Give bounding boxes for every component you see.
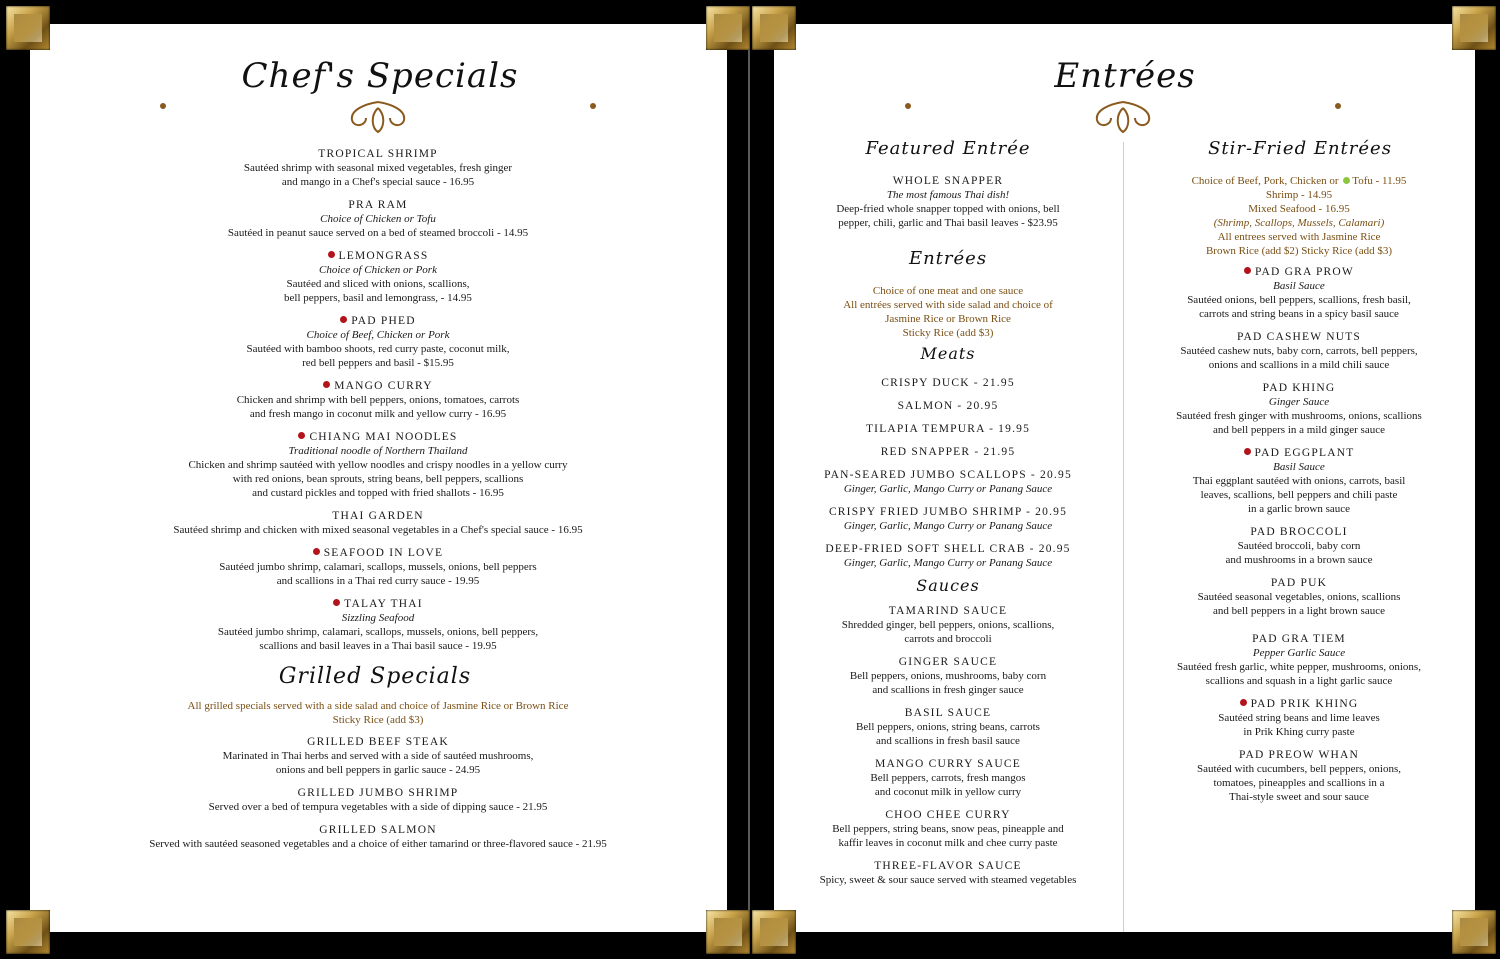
item-sub: The most famous Thai dish! [886,189,1010,201]
menu-item [120,786,636,814]
item-desc: and mango in a Chef's special sauce - 16.95 [281,176,475,188]
section-note: Brown Rice (add $2) Sticky Rice (add $3) [1205,245,1393,257]
item-sub: Basil Sauce [1273,461,1325,473]
item-name: PAD PREOW WHAN [1238,749,1360,761]
menu-item [800,505,1096,533]
item-name: SEAFOOD IN LOVE [323,547,444,559]
menu-item [120,597,636,653]
menu-item [1140,265,1458,321]
menu-item [120,147,636,189]
item-desc: and mushrooms in a brown sauce [1225,554,1373,566]
gold-corner-icon [752,910,796,954]
vegetarian-dot-icon [323,381,330,388]
section-title: Meats [920,344,976,363]
item-name: GRILLED SALMON [319,824,437,836]
menu-item [1140,381,1458,437]
item-desc: Thai-style sweet and sour sauce [1229,791,1369,803]
gold-corner-icon [6,6,50,50]
item-desc: bell peppers, basil and lemongrass, - 14.95 [284,292,472,304]
item-name: PRA RAM [348,199,408,211]
menu-item [1140,446,1458,516]
meats-list [800,376,1096,579]
item-desc: Spicy, sweet & sour sauce served with steamed vegetables [819,874,1077,886]
item-name: CRISPY FRIED JUMBO SHRIMP - 20.95 [828,506,1068,518]
menu-item [800,422,1096,436]
gold-corner-icon [6,910,50,954]
ornament-divider-icon [160,96,596,140]
vegetarian-dot-icon [333,599,340,606]
item-desc: onions and bell peppers in garlic sauce - 24.95 [275,764,481,776]
item-desc: Sautéed cashew nuts, baby corn, carrots, bell peppers, [1180,345,1418,357]
item-desc: Sautéed onions, bell peppers, scallions, fresh basil, [1187,294,1411,306]
stirfried-notes [1140,174,1458,258]
item-name: SALMON - 20.95 [897,400,999,412]
item-desc: leaves, scallions, bell peppers and chili paste [1200,489,1398,501]
item-name: TILAPIA TEMPURA - 19.95 [865,423,1031,435]
item-desc: Sautéed seasonal vegetables, onions, scallions [1197,591,1401,603]
item-desc: Served over a bed of tempura vegetables with a side of dipping sauce - 21.95 [208,801,548,813]
item-sub: Choice of Beef, Chicken or Pork [306,329,450,341]
item-desc: and scallions in a Thai red curry sauce - 19.95 [276,575,480,587]
item-sub: Ginger, Garlic, Mango Curry or Panang Sauce [843,557,1053,569]
item-name: CRISPY DUCK - 21.95 [881,377,1015,389]
featured-entree [800,174,1096,230]
item-desc: kaffir leaves in coconut milk and chee curry paste [838,837,1058,849]
gold-corner-icon [1452,6,1496,50]
item-desc: and scallions in fresh ginger sauce [872,684,1024,696]
item-desc: Sautéed shrimp and chicken with mixed seasonal vegetables in a Chef's special sauce - 16.95 [173,524,583,536]
item-name: THAI GARDEN [332,510,424,522]
tofu-dot-icon [1343,177,1350,184]
item-name: CHOO CHEE CURRY [885,809,1011,821]
item-name: PAD BROCCOLI [1250,526,1348,538]
section-note: All grilled specials served with a side salad and choice of Jasmine Rice or Brown Rice [187,700,569,712]
item-desc: Sautéed string beans and lime leaves [1218,712,1380,724]
page-title: Chef's Specials [241,56,519,96]
section-note: All entrées served with side salad and choice of [843,299,1053,311]
menu-item [120,198,636,240]
gold-corner-icon [1452,910,1496,954]
item-desc: Sautéed with cucumbers, bell peppers, onions, [1196,763,1402,775]
section-note: Sticky Rice (add $3) [332,714,424,726]
item-name: PAD GRA PROW [1255,266,1354,278]
item-desc: and bell peppers in a light brown sauce [1213,605,1385,617]
item-name: GRILLED JUMBO SHRIMP [297,787,459,799]
item-desc: Sautéed and sliced with onions, scallions, [286,278,470,290]
menu-item [1140,330,1458,372]
menu-item [120,735,636,777]
item-desc: with red onions, bean sprouts, string beans, bell peppers, scallions [232,473,524,485]
menu-item [800,808,1096,850]
section-note: Choice of Beef, Pork, Chicken or [1191,175,1339,187]
item-name: DEEP-FRIED SOFT SHELL CRAB - 20.95 [825,543,1071,555]
item-name: PAD CASHEW NUTS [1236,331,1362,343]
menu-item [1140,632,1458,688]
section-note: Tofu - 11.95 [1352,175,1407,187]
item-name: PAD EGGPLANT [1254,447,1355,459]
item-desc: and bell peppers in a mild ginger sauce [1213,424,1385,436]
gold-corner-icon [706,910,750,954]
item-desc: Sautéed fresh ginger with mushrooms, onions, scallions [1176,410,1422,422]
item-name: MANGO CURRY [334,380,433,392]
item-desc: carrots and broccoli [904,633,992,645]
menu-spine [727,0,774,959]
item-name: GRILLED BEEF STEAK [307,736,449,748]
item-desc: Sautéed with bamboo shoots, red curry paste, coconut milk, [246,343,510,355]
menu-item [1140,576,1458,618]
item-desc: Served with sautéed seasoned vegetables and a choice of either tamarind or three-flavored sauce - 21.95 [149,838,607,850]
item-desc: Bell peppers, onions, string beans, carrots [856,721,1040,733]
item-desc: Sautéed broccoli, baby corn [1237,540,1361,552]
item-name: CHIANG MAI NOODLES [309,431,458,443]
item-desc: Sautéed jumbo shrimp, calamari, scallops, mussels, onions, bell peppers, [217,626,539,638]
item-desc: Sautéed shrimp with seasonal mixed vegetables, fresh ginger [243,162,513,174]
gold-corner-icon [706,6,750,50]
menu-item [120,509,636,537]
item-desc: Thai eggplant sautéed with onions, carrots, basil [1192,475,1406,487]
vegetarian-dot-icon [340,316,347,323]
vegetarian-dot-icon [298,432,305,439]
item-name: WHOLE SNAPPER [892,175,1004,187]
menu-item [120,249,636,305]
item-desc: and custard pickles and topped with fried shallots - 16.95 [252,487,504,499]
item-name: TROPICAL SHRIMP [318,148,438,160]
section-title: Grilled Specials [278,664,472,689]
item-desc: in a garlic brown sauce [1247,503,1350,515]
item-sub: Basil Sauce [1273,280,1325,292]
section-note: Shrimp - 14.95 [1265,189,1333,201]
item-name: PAD PUK [1270,577,1328,589]
ornament-divider-icon [905,96,1341,140]
item-sub: Pepper Garlic Sauce [1252,647,1346,659]
item-desc: Chicken and shrimp with bell peppers, onions, tomatoes, carrots [236,394,520,406]
menu-item [800,757,1096,799]
menu-item [1140,748,1458,804]
item-sub: Choice of Chicken or Tofu [320,213,436,225]
item-name: MANGO CURRY SAUCE [875,758,1021,770]
column-divider [1123,142,1124,932]
section-note: (Shrimp, Scallops, Mussels, Calamari) [1213,217,1385,229]
item-name: PAD PRIK KHING [1250,698,1359,710]
item-desc: Marinated in Thai herbs and served with a side of sautéed mushrooms, [222,750,534,762]
menu-item [120,314,636,370]
item-sub: Sizzling Seafood [341,612,415,624]
item-desc: carrots and string beans in a spicy basil sauce [1199,308,1399,320]
menu-item [800,604,1096,646]
section-note: Mixed Seafood - 16.95 [1248,203,1350,215]
item-desc: and coconut milk in yellow curry [874,786,1022,798]
section-title: Stir-Fried Entrées [1208,138,1392,159]
menu-item [800,445,1096,459]
section-title: Entrées [908,248,988,269]
menu-item [1140,697,1458,739]
item-desc: scallions and squash in a light garlic sauce [1205,675,1393,687]
item-desc: Sautéed jumbo shrimp, calamari, scallops, mussels, onions, bell peppers [219,561,537,573]
menu-item [120,379,636,421]
grilled-specials-list [120,699,636,860]
item-name: PAD PHED [351,315,416,327]
vegetarian-dot-icon [1240,699,1247,706]
menu-item [800,376,1096,390]
item-desc: Deep-fried whole snapper topped with onions, bell [836,203,1060,215]
chefs-specials-list [120,147,636,662]
menu-item [120,546,636,588]
item-desc: and fresh mango in coconut milk and yellow curry - 16.95 [249,408,507,420]
page-title: Entrées [1054,56,1196,96]
gold-corner-icon [752,6,796,50]
menu-item [1140,525,1458,567]
item-desc: in Prik Khing curry paste [1243,726,1355,738]
item-desc: Chicken and shrimp sautéed with yellow noodles and crispy noodles in a yellow curry [188,459,568,471]
vegetarian-dot-icon [1244,267,1251,274]
menu-item [800,859,1096,887]
item-name: THREE-FLAVOR SAUCE [874,860,1022,872]
menu-item [800,706,1096,748]
menu-item [800,468,1096,496]
item-desc: Bell peppers, string beans, snow peas, pineapple and [832,823,1064,835]
menu-item [800,655,1096,697]
item-name: TALAY THAI [344,598,423,610]
section-note: Choice of one meat and one sauce [872,285,1024,297]
item-name: PAN-SEARED JUMBO SCALLOPS - 20.95 [824,469,1072,481]
vegetarian-dot-icon [1244,448,1251,455]
menu-item [800,542,1096,570]
section-title: Sauces [916,576,980,595]
item-name: PAD GRA TIEM [1252,633,1346,645]
spine-divider [748,24,750,932]
item-name: RED SNAPPER - 21.95 [880,446,1016,458]
vegetarian-dot-icon [328,251,335,258]
item-sub: Choice of Chicken or Pork [319,264,437,276]
section-note: Jasmine Rice or Brown Rice [885,313,1011,325]
section-note: Sticky Rice (add $3) [902,327,994,339]
item-name: BASIL SAUCE [904,707,992,719]
entrees-notes [800,284,1096,340]
item-sub: Ginger Sauce [1268,396,1330,408]
item-name: TAMARIND SAUCE [888,605,1008,617]
sauces-list [800,604,1096,896]
item-desc: Shredded ginger, bell peppers, onions, scallions, [841,619,1055,631]
item-desc: Sautéed fresh garlic, white pepper, mushrooms, onions, [1177,661,1421,673]
item-desc: onions and scallions in a mild chili sauce [1208,359,1390,371]
item-sub: Ginger, Garlic, Mango Curry or Panang Sauce [843,483,1053,495]
item-desc: pepper, chili, garlic and Thai basil leaves - $23.95 [838,217,1058,229]
stirfried-list [1140,265,1458,813]
section-note: All entrees served with Jasmine Rice [1217,231,1381,243]
item-desc: scallions and basil leaves in a Thai basil sauce - 19.95 [259,640,497,652]
menu-item [120,430,636,500]
item-name: GINGER SAUCE [898,656,998,668]
item-sub: Traditional noodle of Northern Thailand [288,445,468,457]
item-name: PAD KHING [1262,382,1336,394]
item-desc: and scallions in fresh basil sauce [876,735,1020,747]
item-desc: Sautéed in peanut sauce served on a bed of steamed broccoli - 14.95 [227,227,529,239]
item-desc: tomatoes, pineapples and scallions in a [1213,777,1385,789]
vegetarian-dot-icon [313,548,320,555]
item-sub: Ginger, Garlic, Mango Curry or Panang Sauce [843,520,1053,532]
item-name: LEMONGRASS [338,250,429,262]
item-desc: Bell peppers, onions, mushrooms, baby corn [849,670,1047,682]
item-desc: Bell peppers, carrots, fresh mangos [870,772,1026,784]
menu-item [800,399,1096,413]
section-title: Featured Entrée [865,138,1031,159]
menu-item [120,823,636,851]
item-desc: red bell peppers and basil - $15.95 [302,357,454,369]
